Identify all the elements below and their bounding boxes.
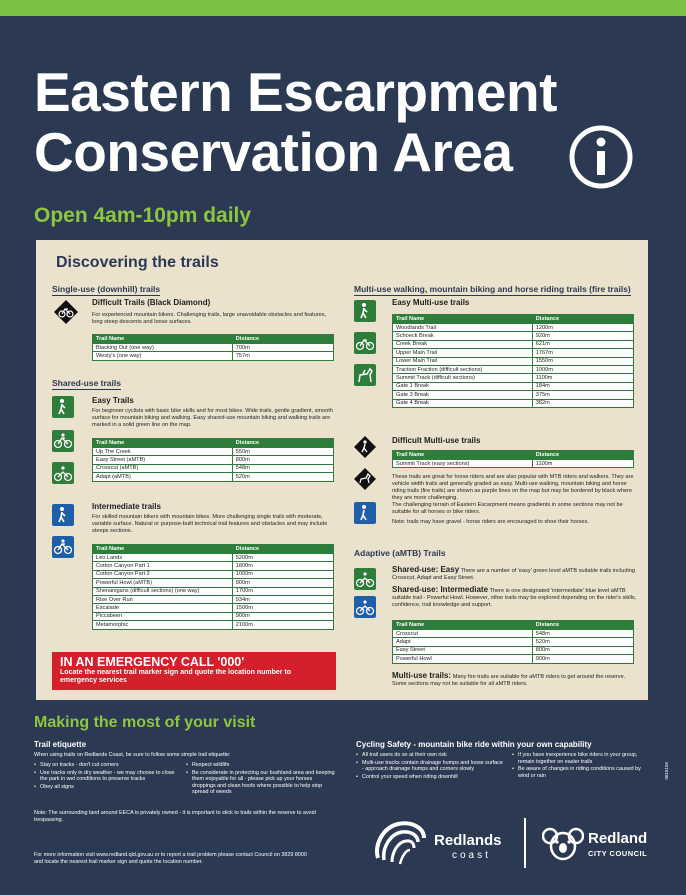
table-row bbox=[393, 630, 634, 638]
trail-name-cell: Summit Track (easy sections) bbox=[393, 460, 533, 468]
trail-distance-cell: 1800m bbox=[232, 562, 333, 570]
list-item: • All trail users do so at their own risk bbox=[356, 752, 504, 759]
list-item: • Respect wildlife bbox=[186, 762, 336, 769]
bike-multi-icon bbox=[354, 332, 376, 354]
col-distance: Distance bbox=[232, 545, 333, 554]
emergency-body: Locate the nearest trail marker sign and quote the location number to emergency services bbox=[60, 669, 292, 684]
difficult-multi-desc2: The challenging terrain of Eastern Escarpment means gradients in some sections may not be suitable for all horses or bike riders. bbox=[392, 502, 623, 515]
difficult-trails-table bbox=[92, 334, 334, 361]
trail-name-cell: Metamorphic bbox=[93, 621, 233, 629]
trail-distance-cell: 1100m bbox=[532, 460, 633, 468]
table-row bbox=[93, 352, 334, 360]
adaptive-multi-label: Multi-use trails: bbox=[392, 671, 452, 680]
adaptive-intermediate bbox=[392, 586, 640, 609]
cycling-list-left bbox=[356, 752, 504, 781]
trail-name-cell: Piccabeen bbox=[93, 612, 233, 620]
table-row bbox=[93, 587, 334, 595]
table-row bbox=[393, 655, 634, 663]
table-row bbox=[93, 344, 334, 352]
trail-distance-cell: 550m bbox=[232, 448, 333, 456]
col-trail-name: Trail Name bbox=[393, 315, 533, 324]
adaptive-inter-label: Shared-use: Intermediate bbox=[392, 585, 489, 594]
adaptive-bike-green-icon-2 bbox=[354, 568, 376, 590]
horse-diamond-icon bbox=[354, 468, 376, 490]
trail-name-cell: Powerful Howl bbox=[393, 655, 533, 663]
etiquette-list-right bbox=[186, 762, 336, 797]
table-row bbox=[393, 349, 634, 357]
trail-distance-cell: 2100m bbox=[232, 621, 333, 629]
easy-trails-title: Easy Trails bbox=[92, 396, 134, 405]
adaptive-heading: Adaptive (aMTB) Trails bbox=[354, 548, 446, 558]
difficult-multi-desc1: These trails are great for horse riders and are also popular with MTB riders and walkers. They are vehicle width trails and generally graded as easy. Multi-use walking, mountain biking and horse riding trails (fire trails) are shown as purple lines on the map but may be bordered by black where they are more challenging. bbox=[392, 474, 634, 501]
trail-distance-cell: 934m bbox=[232, 595, 333, 603]
walker-diamond-icon bbox=[354, 436, 376, 458]
etiquette-note: Note: The surrounding land around EECA is privately owned - it is important to stick to trails within the reserve to avoid trespassing. bbox=[34, 810, 316, 823]
trail-name-cell: Rise Over Run bbox=[93, 595, 233, 603]
trail-name-cell: Easy Street (aMTB) bbox=[93, 456, 233, 464]
intermediate-trails-desc: For skilled mountain bikers with mountain bikes. More challenging single trails with moderate, variable surface. Natural or purpose-built technical trail features and obstacles and may include steeps sections. bbox=[92, 514, 328, 534]
trail-distance-cell: 900m bbox=[232, 612, 333, 620]
easy-multi-title: Easy Multi-use trails bbox=[392, 298, 470, 307]
difficult-multi-table bbox=[392, 450, 634, 468]
intermediate-trails-table bbox=[92, 544, 334, 630]
table-row bbox=[393, 460, 634, 468]
trail-distance-cell: 5200m bbox=[232, 554, 333, 562]
trail-distance-cell: 382m bbox=[532, 399, 633, 407]
redlands-logo-sub: coast bbox=[452, 850, 491, 861]
table-row bbox=[393, 324, 634, 332]
table-row bbox=[93, 464, 334, 472]
easy-multi-table bbox=[392, 314, 634, 408]
contact-info: For more information visit www.redland.qld.gov.au or to report a trail problem please contact Council on 3829 8000 and locate the nearest trail marker sign and quote the location number. bbox=[34, 852, 307, 865]
trail-distance-cell: 520m bbox=[532, 638, 633, 646]
black-diamond-bike-icon bbox=[54, 300, 78, 324]
trail-distance-cell: 1100m bbox=[532, 374, 633, 382]
table-row bbox=[393, 374, 634, 382]
trail-distance-cell: 548m bbox=[232, 464, 333, 472]
list-item: • Stay on tracks - don't cut corners bbox=[34, 762, 182, 769]
list-item: • Be considerate in protecting our bushland area and keeping them enjoyable for all - please pick up your horses droppings and clean hoofs where possible to help stop spread of weeds bbox=[186, 770, 336, 796]
trail-name-cell: Easy Street bbox=[393, 646, 533, 654]
adaptive-multi bbox=[392, 672, 640, 688]
trail-distance-cell: 375m bbox=[532, 391, 633, 399]
col-distance: Distance bbox=[532, 315, 633, 324]
difficult-multi-desc bbox=[392, 474, 640, 526]
trail-distance-cell: 520m bbox=[232, 473, 333, 481]
trail-name-cell: Blacking Out (one way) bbox=[93, 344, 233, 352]
trail-distance-cell: 621m bbox=[532, 340, 633, 348]
trail-name-cell: Powerful Howl (aMTB) bbox=[93, 579, 233, 587]
etiquette-intro: When using trails on Redlands Coast, be sure to follow some simple trail etiquette: bbox=[34, 752, 231, 758]
trail-distance-cell: 757m bbox=[232, 352, 333, 360]
walker-blue-icon bbox=[52, 504, 74, 526]
trail-name-cell: Gate 4 Break bbox=[393, 399, 533, 407]
col-distance: Distance bbox=[232, 335, 333, 344]
trail-name-cell: Crosscut bbox=[393, 630, 533, 638]
list-item: • Be aware of changes in riding conditions caused by wind or rain bbox=[512, 766, 650, 779]
trail-name-cell: Cotton Canyon Part 1 bbox=[93, 562, 233, 570]
redlands-coast-logo-icon bbox=[372, 818, 428, 868]
trail-name-cell: Upper Main Trail bbox=[393, 349, 533, 357]
col-distance: Distance bbox=[532, 451, 633, 460]
redlands-logo-text: Redlands bbox=[434, 832, 502, 849]
walker-green-icon bbox=[52, 396, 74, 418]
col-trail-name: Trail Name bbox=[393, 621, 533, 630]
intermediate-trails-title: Intermediate trails bbox=[92, 502, 161, 511]
difficult-multi-title: Difficult Multi-use trails bbox=[392, 436, 481, 445]
table-row bbox=[393, 399, 634, 407]
list-item: • Obey all signs bbox=[34, 784, 182, 791]
print-code: 0816155 bbox=[664, 762, 669, 780]
walker-multi-icon bbox=[354, 300, 376, 322]
shared-use-heading: Shared-use trails bbox=[52, 378, 121, 388]
table-row bbox=[393, 340, 634, 348]
trail-name-cell: Adapt (aMTB) bbox=[93, 473, 233, 481]
trail-distance-cell: 1500m bbox=[232, 604, 333, 612]
list-item: • Multi-use tracks contain drainage humps and loose surface - approach drainage humps and corners slowly bbox=[356, 760, 504, 773]
trail-distance-cell: 800m bbox=[532, 646, 633, 654]
table-row bbox=[393, 357, 634, 365]
difficult-multi-note: Note: trails may have gravel - horse riders are encouraged to shoe their horses. bbox=[392, 519, 589, 525]
table-row bbox=[93, 604, 334, 612]
table-row bbox=[393, 382, 634, 390]
discovering-heading: Discovering the trails bbox=[56, 254, 219, 271]
bike-green-icon bbox=[52, 430, 74, 452]
table-row bbox=[93, 554, 334, 562]
trail-distance-cell: 700m bbox=[232, 344, 333, 352]
trail-distance-cell: 184m bbox=[532, 382, 633, 390]
trail-name-cell: Traction Fraction (difficult sections) bbox=[393, 365, 533, 373]
trail-name-cell: Schoeck Break bbox=[393, 332, 533, 340]
trail-name-cell: Leo Lands bbox=[93, 554, 233, 562]
adaptive-easy-text: There are a number of 'easy' green level aMTB suitable trails including Crosscut, Adapt and Easy Street. bbox=[392, 568, 635, 581]
table-row bbox=[393, 638, 634, 646]
trail-distance-cell: 1550m bbox=[532, 357, 633, 365]
trail-name-cell: Gate 1 Break bbox=[393, 382, 533, 390]
top-accent-bar bbox=[0, 0, 686, 16]
col-distance: Distance bbox=[532, 621, 633, 630]
emergency-banner bbox=[52, 652, 336, 690]
trail-name-cell: Creek Break bbox=[393, 340, 533, 348]
adaptive-multi-text: Many fire trails are suitable for aMTB riders to get around the reserve. Some sections may not be suitable for all aMTB riders. bbox=[392, 674, 626, 687]
table-row bbox=[93, 562, 334, 570]
trail-distance-cell: 548m bbox=[532, 630, 633, 638]
trail-name-cell: Adapt bbox=[393, 638, 533, 646]
council-logo-sub: CITY COUNCIL bbox=[588, 849, 648, 858]
table-row bbox=[93, 456, 334, 464]
trail-name-cell: Summit Track (difficult sections) bbox=[393, 374, 533, 382]
list-item: • Use tracks only in dry weather - we may choose to close the park in wet conditions to preserve tracks bbox=[34, 770, 182, 783]
difficult-trails-desc: For experienced mountain bikers. Challenging trails, large unavoidable obstacles and features, long steep descents and loose surfaces. bbox=[92, 312, 327, 325]
table-row bbox=[393, 646, 634, 654]
table-row bbox=[93, 579, 334, 587]
trail-name-cell: Crosscut (aMTB) bbox=[93, 464, 233, 472]
table-row bbox=[393, 332, 634, 340]
walker-blue-multi-icon bbox=[354, 502, 376, 524]
trail-name-cell: Up The Creek bbox=[93, 448, 233, 456]
title-line-2: Conservation Area bbox=[34, 121, 513, 183]
easy-trails-desc: For beginner cyclists with basic bike skills and for most bikes. Wide trails, gentle gradient, smooth surface for mountain biking and walking. Easy shared-use mountain biking and walking trails are marked in a solid green line on the map. bbox=[92, 408, 333, 428]
trail-distance-cell: 1700m bbox=[232, 587, 333, 595]
adaptive-table bbox=[392, 620, 634, 664]
logo-divider bbox=[524, 818, 526, 868]
trail-distance-cell: 1000m bbox=[232, 570, 333, 578]
trail-name-cell: Lower Main Trail bbox=[393, 357, 533, 365]
cycling-heading: Cycling Safety - mountain bike ride within your own capability bbox=[356, 740, 592, 749]
info-icon bbox=[568, 124, 634, 190]
table-row bbox=[93, 612, 334, 620]
page-title bbox=[34, 62, 557, 182]
cycling-list-right bbox=[512, 752, 650, 780]
single-use-heading: Single-use (downhill) trails bbox=[52, 284, 161, 294]
table-row bbox=[93, 473, 334, 481]
adaptive-bike-green-icon bbox=[52, 462, 74, 484]
adaptive-easy-label: Shared-use: Easy bbox=[392, 565, 460, 574]
trail-distance-cell: 920m bbox=[532, 332, 633, 340]
trail-distance-cell: 1000m bbox=[532, 365, 633, 373]
trail-distance-cell: 900m bbox=[532, 655, 633, 663]
trails-panel bbox=[36, 240, 648, 700]
trail-distance-cell: 1200m bbox=[532, 324, 633, 332]
trail-distance-cell: 800m bbox=[232, 456, 333, 464]
col-trail-name: Trail Name bbox=[393, 451, 533, 460]
adaptive-bike-blue-icon bbox=[354, 596, 376, 618]
etiquette-heading: Trail etiquette bbox=[34, 740, 87, 749]
list-item: • If you have inexperience bike riders in your group, remain together on easier trails bbox=[512, 752, 650, 765]
multi-use-heading: Multi-use walking, mountain biking and horse riding trails (fire trails) bbox=[354, 284, 631, 294]
table-row bbox=[93, 448, 334, 456]
bike-blue-icon bbox=[52, 536, 74, 558]
council-logo-text: Redland bbox=[588, 830, 648, 847]
trail-distance-cell: 900m bbox=[232, 579, 333, 587]
horse-multi-icon bbox=[354, 364, 376, 386]
adaptive-inter-text: There is one designated 'intermediate' blue level aMTB suitable trail - Powerful Howl. However, other trails may be explored depending on the rider's skills, confidence, trail knowledge and support. bbox=[392, 588, 637, 608]
trail-name-cell: Gate 3 Break bbox=[393, 391, 533, 399]
making-heading: Making the most of your visit bbox=[34, 714, 256, 731]
trail-distance-cell: 1767m bbox=[532, 349, 633, 357]
col-trail-name: Trail Name bbox=[93, 545, 233, 554]
table-row bbox=[93, 595, 334, 603]
difficult-trails-title: Difficult Trails (Black Diamond) bbox=[92, 298, 211, 307]
title-line-1: Eastern Escarpment bbox=[34, 61, 557, 123]
trail-name-cell: Shenanigans (difficult sections) (one way) bbox=[93, 587, 233, 595]
col-trail-name: Trail Name bbox=[93, 439, 233, 448]
emergency-heading: IN AN EMERGENCY CALL '000' bbox=[60, 655, 245, 669]
col-trail-name: Trail Name bbox=[93, 335, 233, 344]
table-row bbox=[393, 391, 634, 399]
table-row bbox=[393, 365, 634, 373]
easy-trails-table bbox=[92, 438, 334, 482]
trail-name-cell: Cotton Canyon Part 2 bbox=[93, 570, 233, 578]
trail-name-cell: Escalade bbox=[93, 604, 233, 612]
trail-name-cell: Westy's (one way) bbox=[93, 352, 233, 360]
trail-name-cell: Woodlands Trail bbox=[393, 324, 533, 332]
table-row bbox=[93, 570, 334, 578]
col-distance: Distance bbox=[232, 439, 333, 448]
koala-logo-icon bbox=[542, 826, 584, 862]
list-item: • Control your speed when riding downhill bbox=[356, 774, 504, 781]
table-row bbox=[93, 621, 334, 629]
adaptive-easy bbox=[392, 566, 640, 582]
opening-hours: Open 4am-10pm daily bbox=[34, 204, 252, 227]
etiquette-list-left bbox=[34, 762, 182, 791]
